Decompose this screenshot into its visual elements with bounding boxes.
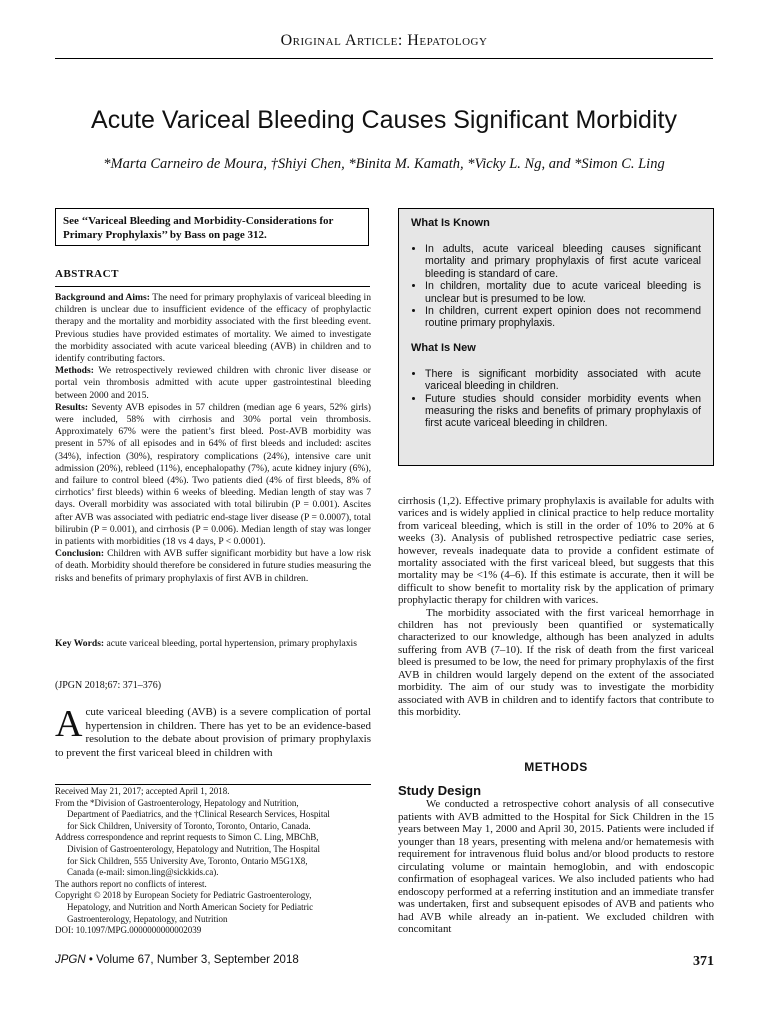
abstract-results: Results: Seventy AVB episodes in 57 children (median age 6 years, 52% girls) were included, 58% with cirrhosis and 30% portal vein thrombosis. Approximately 67% were the patient’s first bleed. Post-AVB morbidity was present in 57% of all episodes and in 64% of first bleeds and included: ascites (34%), infection (30%), respiratory complications (24%), intensive care unit admission (20%), rebleed (11%), encephalopathy (7%), acute kidney injury (6%), and failure to control bleed (4%). Two patients died (4% of first bleeds, 8% of cirrhotics’ first bleeds) within 6 weeks of bleeding. Median length of stay was 7 days. Overall morbidity was associated with total bilirubin (P = 0.001). Ascites after AVB was associated with pediatric end-stage liver disease (P = 0.0007), total bilirubin (P = 0.001), and cirrhosis (P = 0.006). Median length of stay was longer in patients with morbidities (18 vs 4 days, P < 0.0001). xyxy=(55,401,371,548)
methods-heading: METHODS xyxy=(524,760,588,774)
abstract-rule xyxy=(55,286,370,287)
page-number: 371 xyxy=(693,954,714,969)
footnote-line: Received May 21, 2017; accepted April 1, 2018. xyxy=(55,786,230,796)
footnotes xyxy=(55,786,373,937)
intro-paragraph-2: The morbidity associated with the first variceal hemorrhage in children has not previously been quantified or systematically characterized to our knowledge, although has been analyzed in adults suffering from AVB (7–10). If the risk of death from the first variceal bleed is presumed to be low, the need for primary prophylaxis of the first AVB in children would largely depend on the extent of the associated morbidity. The aim of our study was to investigate the morbidity associated with AVB in children and to identify factors that contribute to this morbidity. xyxy=(398,606,714,718)
footnote-line: for Sick Children, 555 University Ave, Toronto, Ontario M5G1X8, xyxy=(67,855,308,866)
header-rule xyxy=(55,58,713,59)
list-item: • Future studies should consider morbidity events when measuring the risks and benefits of primary prophylaxis of first acute variceal bleeding in children. xyxy=(425,393,701,430)
article-title: Acute Variceal Bleeding Causes Significant Morbidity xyxy=(91,106,677,134)
lead-paragraph: Acute variceal bleeding (AVB) is a severe complication of portal hypertension in children. There has yet to be an evidence-based resolution to the debate about provision of primary prophylaxis to prevent the first variceal bleed in children with xyxy=(55,703,371,759)
introduction-text xyxy=(398,495,714,718)
footnote-line: Copyright © 2018 by European Society for Pediatric Gastroenterology, xyxy=(55,890,312,901)
abstract-background: Background and Aims: The need for primary prophylaxis of variceal bleeding in children is unclear due to insufficient evidence of the efficacy of prophylactic therapy and the mortality and morbidity associated with the first bleeding event. Previous studies have provided estimates of mortality. We aimed to investigate the morbidity associated with acute variceal bleeding (AVB) in children and to identify contributing factors. xyxy=(55,292,371,365)
list-item: • There is significant morbidity associated with acute variceal bleeding in children. xyxy=(425,368,701,393)
journal-footer: JPGN • Volume 67, Number 3, September 2018 xyxy=(55,954,299,966)
what-is-known-box xyxy=(398,208,714,466)
list-item: • In children, mortality due to acute variceal bleeding is unclear but is presumed to be low. xyxy=(425,280,701,305)
abstract-conclusion: Conclusion: Children with AVB suffer significant morbidity but have a low risk of death. Morbidity should therefore be considered in future studies measuring the risks and benefits of primary prophylaxis of first AVB in children. xyxy=(55,548,371,584)
footnote-line: Canada (e-mail: simon.ling@sickkids.ca). xyxy=(67,867,219,878)
list-item: • In children, current expert opinion does not recommend routine primary prophylaxis. xyxy=(425,305,701,330)
intro-paragraph-1: cirrhosis (1,2). Effective primary prophylaxis is available for adults with varices and is widely applied in clinical practice to help reduce mortality from variceal bleeding, which is still in the order of 10% to 20% at 6 weeks (3). Analysis of published retrospective pediatric case series, however, reveals inadequate data to provide a confident estimate of mortality associated with the first variceal bleed, but suggests that this mortality may be <1% (4–6). If this estimate is accurate, then it will be difficult to show benefit to mortality risk by the application of primary prophylactic therapy for children with varices. xyxy=(398,495,714,607)
section-header: Original Article: Hepatology xyxy=(280,32,488,49)
what-is-new-list xyxy=(411,368,701,430)
what-is-known-list xyxy=(411,243,701,330)
citation: (JPGN 2018;67: 371–376) xyxy=(55,680,162,691)
footnote-line: DOI: 10.1097/MPG.0000000000002039 xyxy=(55,925,202,936)
abstract-heading: ABSTRACT xyxy=(55,268,119,280)
abstract-methods: Methods: We retrospectively reviewed children with chronic liver disease or portal vein thrombosis admitted with acute upper gastrointestinal bleeding between 2000 and 2015. xyxy=(55,365,371,401)
footnote-line: Address correspondence and reprint requests to Simon C. Ling, MBChB, xyxy=(55,832,319,843)
what-is-known-heading: What Is Known xyxy=(411,217,490,229)
study-design-text: We conducted a retrospective cohort analysis of all consecutive patients with AVB admitted to the Hospital for Sick Children in the 15 years between May 1, 2000 and April 30, 2015. Patients were included if younger than 18 years, presenting with melena and/or hematemesis with requirement for intravenous fluid bolus and/or blood products to restore circulating volume or maintain hemoglobin, and with endoscopic confirmation of esophageal varices. We also included patients who had endoscopy performed at a referring institution and an immediate transfer was undertaken, first and subsequent episodes of AVB and patients who had AVB while already an in-patient. We excluded children with concomitant xyxy=(398,798,714,935)
what-is-new-heading: What Is New xyxy=(411,341,476,354)
footnote-line: for Sick Children, University of Toronto, Toronto, Ontario, Canada. xyxy=(67,820,311,831)
footnote-line: Gastroenterology, Hepatology, and Nutrition xyxy=(67,913,228,924)
see-also-box: See ‘‘Variceal Bleeding and Morbidity-Considerations for Primary Prophylaxis’’ by Bass on page 312. xyxy=(55,208,369,246)
list-item: • In adults, acute variceal bleeding causes significant mortality and primary prophylaxis of first acute variceal bleeding is standard of care. xyxy=(425,243,701,280)
abstract-body xyxy=(55,292,371,585)
footnote-line: Department of Paediatrics, and the †Clinical Research Services, Hospital xyxy=(67,809,330,820)
footnote-line: Division of Gastroenterology, Hepatology and Nutrition, The Hospital xyxy=(67,843,320,854)
footnote-rule xyxy=(55,784,371,785)
footnote-line: Hepatology, and Nutrition and North American Society for Pediatric xyxy=(67,901,314,912)
footnote-line: From the *Division of Gastroenterology, Hepatology and Nutrition, xyxy=(55,797,299,808)
study-design-heading: Study Design xyxy=(398,783,482,798)
footnote-line: The authors report no conflicts of interest. xyxy=(55,878,207,889)
author-list: *Marta Carneiro de Moura, †Shiyi Chen, *Binita M. Kamath, *Vicky L. Ng, and *Simon C. Ling xyxy=(103,156,665,172)
keywords: Key Words: acute variceal bleeding, portal hypertension, primary prophylaxis xyxy=(55,638,357,649)
drop-cap: A xyxy=(55,703,83,745)
